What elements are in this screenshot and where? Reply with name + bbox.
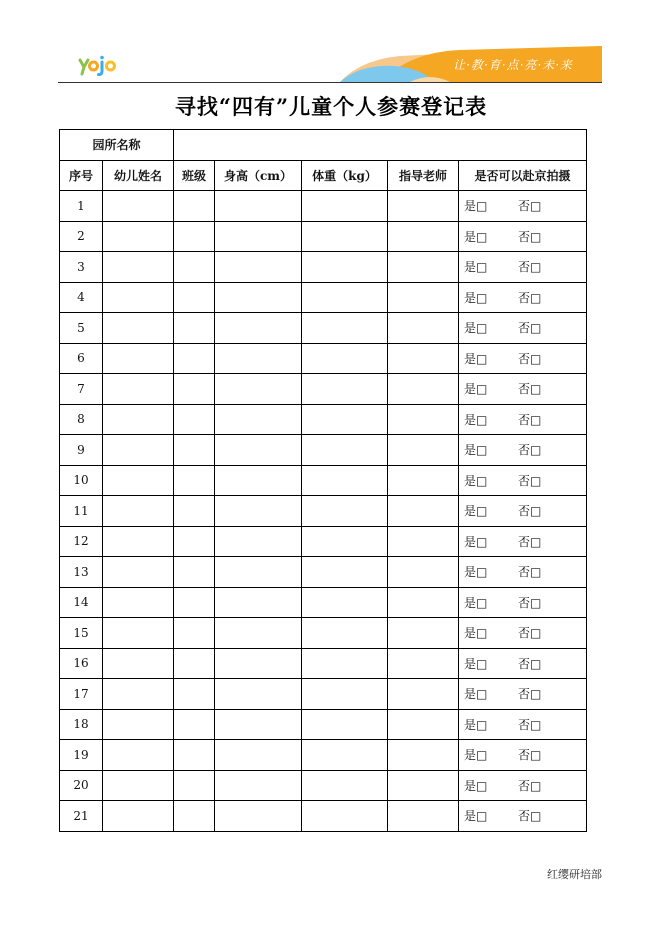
row-number: 1: [60, 191, 103, 222]
yes-checkbox[interactable]: 是□: [464, 443, 488, 458]
table-row: [60, 740, 587, 771]
column-header-row: [60, 160, 587, 191]
kindergarten-row: [60, 130, 587, 161]
yes-checkbox[interactable]: 是□: [464, 626, 488, 641]
row-number: 20: [60, 770, 103, 801]
row-number: 10: [60, 465, 103, 496]
class-input[interactable]: [174, 404, 215, 435]
child-name-input[interactable]: [103, 435, 174, 466]
class-input[interactable]: [174, 557, 215, 588]
child-name-input[interactable]: [103, 801, 174, 832]
yes-checkbox[interactable]: 是□: [464, 382, 488, 397]
teacher-input[interactable]: [388, 191, 459, 222]
beijing-choice-cell: [459, 557, 587, 588]
teacher-input[interactable]: [388, 740, 459, 771]
table-row: [60, 557, 587, 588]
teacher-input[interactable]: [388, 618, 459, 649]
yes-checkbox[interactable]: 是□: [464, 687, 488, 702]
column-header-col-weight: 体重（kg）: [302, 160, 388, 191]
row-number: 2: [60, 221, 103, 252]
height-input[interactable]: [215, 526, 302, 557]
no-checkbox[interactable]: 否□: [518, 229, 542, 244]
teacher-input[interactable]: [388, 648, 459, 679]
beijing-choice-cell: [459, 404, 587, 435]
no-checkbox[interactable]: 否□: [518, 382, 542, 397]
child-name-input[interactable]: [103, 679, 174, 710]
height-input[interactable]: [215, 801, 302, 832]
row-number: 15: [60, 618, 103, 649]
weight-input[interactable]: [302, 374, 388, 405]
row-number: 4: [60, 282, 103, 313]
teacher-input[interactable]: [388, 496, 459, 527]
beijing-choice-cell: [459, 374, 587, 405]
weight-input[interactable]: [302, 801, 388, 832]
height-input[interactable]: [215, 557, 302, 588]
height-input[interactable]: [215, 496, 302, 527]
teacher-input[interactable]: [388, 679, 459, 710]
no-checkbox[interactable]: 否□: [518, 565, 542, 580]
beijing-choice-cell: [459, 801, 587, 832]
class-input[interactable]: [174, 313, 215, 344]
height-input[interactable]: [215, 740, 302, 771]
class-input[interactable]: [174, 252, 215, 283]
beijing-choice-cell: [459, 435, 587, 466]
row-number: 11: [60, 496, 103, 527]
beijing-choice-cell: [459, 679, 587, 710]
no-checkbox[interactable]: 否□: [518, 534, 542, 549]
teacher-input[interactable]: [388, 801, 459, 832]
height-input[interactable]: [215, 587, 302, 618]
no-checkbox[interactable]: 否□: [518, 443, 542, 458]
yes-checkbox[interactable]: 是□: [464, 809, 488, 824]
row-number: 6: [60, 343, 103, 374]
column-header-col-class: 班级: [174, 160, 215, 191]
yes-checkbox[interactable]: 是□: [464, 321, 488, 336]
child-name-input[interactable]: [103, 496, 174, 527]
teacher-input[interactable]: [388, 557, 459, 588]
page-title: 寻找“四有”儿童个人参赛登记表: [174, 94, 488, 119]
height-input[interactable]: [215, 191, 302, 222]
weight-input[interactable]: [302, 770, 388, 801]
page-header: [0, 0, 662, 84]
teacher-input[interactable]: [388, 435, 459, 466]
beijing-choice-cell: [459, 496, 587, 527]
child-name-input[interactable]: [103, 587, 174, 618]
no-checkbox[interactable]: 否□: [518, 809, 542, 824]
weight-input[interactable]: [302, 526, 388, 557]
weight-input[interactable]: [302, 221, 388, 252]
yes-checkbox[interactable]: 是□: [464, 260, 488, 275]
height-input[interactable]: [215, 343, 302, 374]
row-number: 19: [60, 740, 103, 771]
no-checkbox[interactable]: 否□: [518, 321, 542, 336]
height-input[interactable]: [215, 435, 302, 466]
weight-input[interactable]: [302, 282, 388, 313]
weight-input[interactable]: [302, 587, 388, 618]
yojo-logo-mark: [78, 52, 118, 78]
class-input[interactable]: [174, 801, 215, 832]
slogan-text: 让·教·育·点·亮·未·来: [453, 58, 573, 72]
child-name-input[interactable]: [103, 557, 174, 588]
column-header-col-child-name: 幼儿姓名: [103, 160, 174, 191]
header-divider: [58, 82, 602, 83]
child-name-input[interactable]: [103, 709, 174, 740]
child-name-input[interactable]: [103, 313, 174, 344]
beijing-choice-cell: [459, 191, 587, 222]
beijing-choice-cell: [459, 465, 587, 496]
beijing-choice-cell: [459, 282, 587, 313]
height-input[interactable]: [215, 404, 302, 435]
yes-checkbox[interactable]: 是□: [464, 717, 488, 732]
row-number: 5: [60, 313, 103, 344]
row-number: 17: [60, 679, 103, 710]
no-checkbox[interactable]: 否□: [518, 717, 542, 732]
child-name-input[interactable]: [103, 465, 174, 496]
teacher-input[interactable]: [388, 282, 459, 313]
child-name-input[interactable]: [103, 404, 174, 435]
no-checkbox[interactable]: 否□: [518, 290, 542, 305]
table-row: [60, 770, 587, 801]
class-input[interactable]: [174, 587, 215, 618]
slogan-banner: [340, 46, 602, 82]
weight-input[interactable]: [302, 740, 388, 771]
beijing-choice-cell: [459, 343, 587, 374]
class-input[interactable]: [174, 679, 215, 710]
no-checkbox[interactable]: 否□: [518, 778, 542, 793]
class-input[interactable]: [174, 221, 215, 252]
child-name-input[interactable]: [103, 526, 174, 557]
column-header-col-index: 序号: [60, 160, 103, 191]
yes-checkbox[interactable]: 是□: [464, 412, 488, 427]
table-row: [60, 465, 587, 496]
beijing-choice-cell: [459, 313, 587, 344]
yes-checkbox[interactable]: 是□: [464, 595, 488, 610]
no-checkbox[interactable]: 否□: [518, 473, 542, 488]
no-checkbox[interactable]: 否□: [518, 504, 542, 519]
beijing-choice-cell: [459, 221, 587, 252]
table-row: [60, 496, 587, 527]
row-number: 12: [60, 526, 103, 557]
weight-input[interactable]: [302, 313, 388, 344]
beijing-choice-cell: [459, 740, 587, 771]
no-checkbox[interactable]: 否□: [518, 748, 542, 763]
row-number: 14: [60, 587, 103, 618]
weight-input[interactable]: [302, 404, 388, 435]
beijing-choice-cell: [459, 770, 587, 801]
yes-checkbox[interactable]: 是□: [464, 229, 488, 244]
yes-checkbox[interactable]: 是□: [464, 565, 488, 580]
yes-checkbox[interactable]: 是□: [464, 778, 488, 793]
height-input[interactable]: [215, 374, 302, 405]
yes-checkbox[interactable]: 是□: [464, 656, 488, 671]
registration-table: [59, 129, 587, 832]
yes-checkbox[interactable]: 是□: [464, 534, 488, 549]
teacher-input[interactable]: [388, 709, 459, 740]
yes-checkbox[interactable]: 是□: [464, 473, 488, 488]
child-name-input[interactable]: [103, 191, 174, 222]
table-row: [60, 648, 587, 679]
class-input[interactable]: [174, 740, 215, 771]
teacher-input[interactable]: [388, 526, 459, 557]
class-input[interactable]: [174, 374, 215, 405]
table-row: [60, 252, 587, 283]
column-header-col-teacher: 指导老师: [388, 160, 459, 191]
no-checkbox[interactable]: 否□: [518, 260, 542, 275]
teacher-input[interactable]: [388, 465, 459, 496]
teacher-input[interactable]: [388, 343, 459, 374]
height-input[interactable]: [215, 282, 302, 313]
column-header-col-height: 身高（cm）: [215, 160, 302, 191]
table-row: [60, 191, 587, 222]
class-input[interactable]: [174, 618, 215, 649]
table-row: [60, 313, 587, 344]
row-number: 8: [60, 404, 103, 435]
table-row: [60, 404, 587, 435]
height-input[interactable]: [215, 679, 302, 710]
yes-checkbox[interactable]: 是□: [464, 504, 488, 519]
class-input[interactable]: [174, 465, 215, 496]
yes-checkbox[interactable]: 是□: [464, 199, 488, 214]
beijing-choice-cell: [459, 648, 587, 679]
child-name-input[interactable]: [103, 770, 174, 801]
weight-input[interactable]: [302, 465, 388, 496]
class-input[interactable]: [174, 770, 215, 801]
child-name-input[interactable]: [103, 343, 174, 374]
table-row: [60, 221, 587, 252]
table-row: [60, 435, 587, 466]
class-input[interactable]: [174, 526, 215, 557]
class-input[interactable]: [174, 435, 215, 466]
height-input[interactable]: [215, 252, 302, 283]
kindergarten-input[interactable]: [174, 130, 587, 161]
yes-checkbox[interactable]: 是□: [464, 351, 488, 366]
beijing-choice-cell: [459, 526, 587, 557]
child-name-input[interactable]: [103, 648, 174, 679]
beijing-choice-cell: [459, 252, 587, 283]
weight-input[interactable]: [302, 191, 388, 222]
yes-checkbox[interactable]: 是□: [464, 748, 488, 763]
no-checkbox[interactable]: 否□: [518, 199, 542, 214]
height-input[interactable]: [215, 313, 302, 344]
child-name-input[interactable]: [103, 221, 174, 252]
kindergarten-label: 园所名称: [60, 130, 174, 161]
no-checkbox[interactable]: 否□: [518, 412, 542, 427]
no-checkbox[interactable]: 否□: [518, 656, 542, 671]
weight-input[interactable]: [302, 618, 388, 649]
table-row: [60, 801, 587, 832]
row-number: 9: [60, 435, 103, 466]
height-input[interactable]: [215, 709, 302, 740]
teacher-input[interactable]: [388, 587, 459, 618]
yojo-logo: [78, 52, 118, 78]
child-name-input[interactable]: [103, 374, 174, 405]
yes-checkbox[interactable]: 是□: [464, 290, 488, 305]
class-input[interactable]: [174, 343, 215, 374]
no-checkbox[interactable]: 否□: [518, 351, 542, 366]
weight-input[interactable]: [302, 557, 388, 588]
teacher-input[interactable]: [388, 374, 459, 405]
teacher-input[interactable]: [388, 770, 459, 801]
row-number: 13: [60, 557, 103, 588]
child-name-input[interactable]: [103, 740, 174, 771]
beijing-choice-cell: [459, 587, 587, 618]
weight-input[interactable]: [302, 496, 388, 527]
table-row: [60, 282, 587, 313]
weight-input[interactable]: [302, 648, 388, 679]
no-checkbox[interactable]: 否□: [518, 687, 542, 702]
table-row: [60, 709, 587, 740]
table-row: [60, 618, 587, 649]
table-row: [60, 679, 587, 710]
height-input[interactable]: [215, 221, 302, 252]
height-input[interactable]: [215, 648, 302, 679]
teacher-input[interactable]: [388, 404, 459, 435]
teacher-input[interactable]: [388, 221, 459, 252]
class-input[interactable]: [174, 648, 215, 679]
beijing-choice-cell: [459, 618, 587, 649]
height-input[interactable]: [215, 465, 302, 496]
teacher-input[interactable]: [388, 252, 459, 283]
table-row: [60, 374, 587, 405]
child-name-input[interactable]: [103, 282, 174, 313]
table-row: [60, 587, 587, 618]
row-number: 21: [60, 801, 103, 832]
teacher-input[interactable]: [388, 313, 459, 344]
row-number: 18: [60, 709, 103, 740]
row-number: 16: [60, 648, 103, 679]
weight-input[interactable]: [302, 252, 388, 283]
no-checkbox[interactable]: 否□: [518, 626, 542, 641]
weight-input[interactable]: [302, 343, 388, 374]
child-name-input[interactable]: [103, 252, 174, 283]
class-input[interactable]: [174, 709, 215, 740]
footer-org: 红缨研培部: [547, 868, 602, 881]
table-row: [60, 526, 587, 557]
class-input[interactable]: [174, 282, 215, 313]
weight-input[interactable]: [302, 709, 388, 740]
beijing-choice-cell: [459, 709, 587, 740]
class-input[interactable]: [174, 191, 215, 222]
row-number: 7: [60, 374, 103, 405]
column-header-col-beijing: 是否可以赴京拍摄: [459, 160, 587, 191]
weight-input[interactable]: [302, 679, 388, 710]
no-checkbox[interactable]: 否□: [518, 595, 542, 610]
weight-input[interactable]: [302, 435, 388, 466]
child-name-input[interactable]: [103, 618, 174, 649]
class-input[interactable]: [174, 496, 215, 527]
height-input[interactable]: [215, 618, 302, 649]
table-row: [60, 343, 587, 374]
row-number: 3: [60, 252, 103, 283]
height-input[interactable]: [215, 770, 302, 801]
